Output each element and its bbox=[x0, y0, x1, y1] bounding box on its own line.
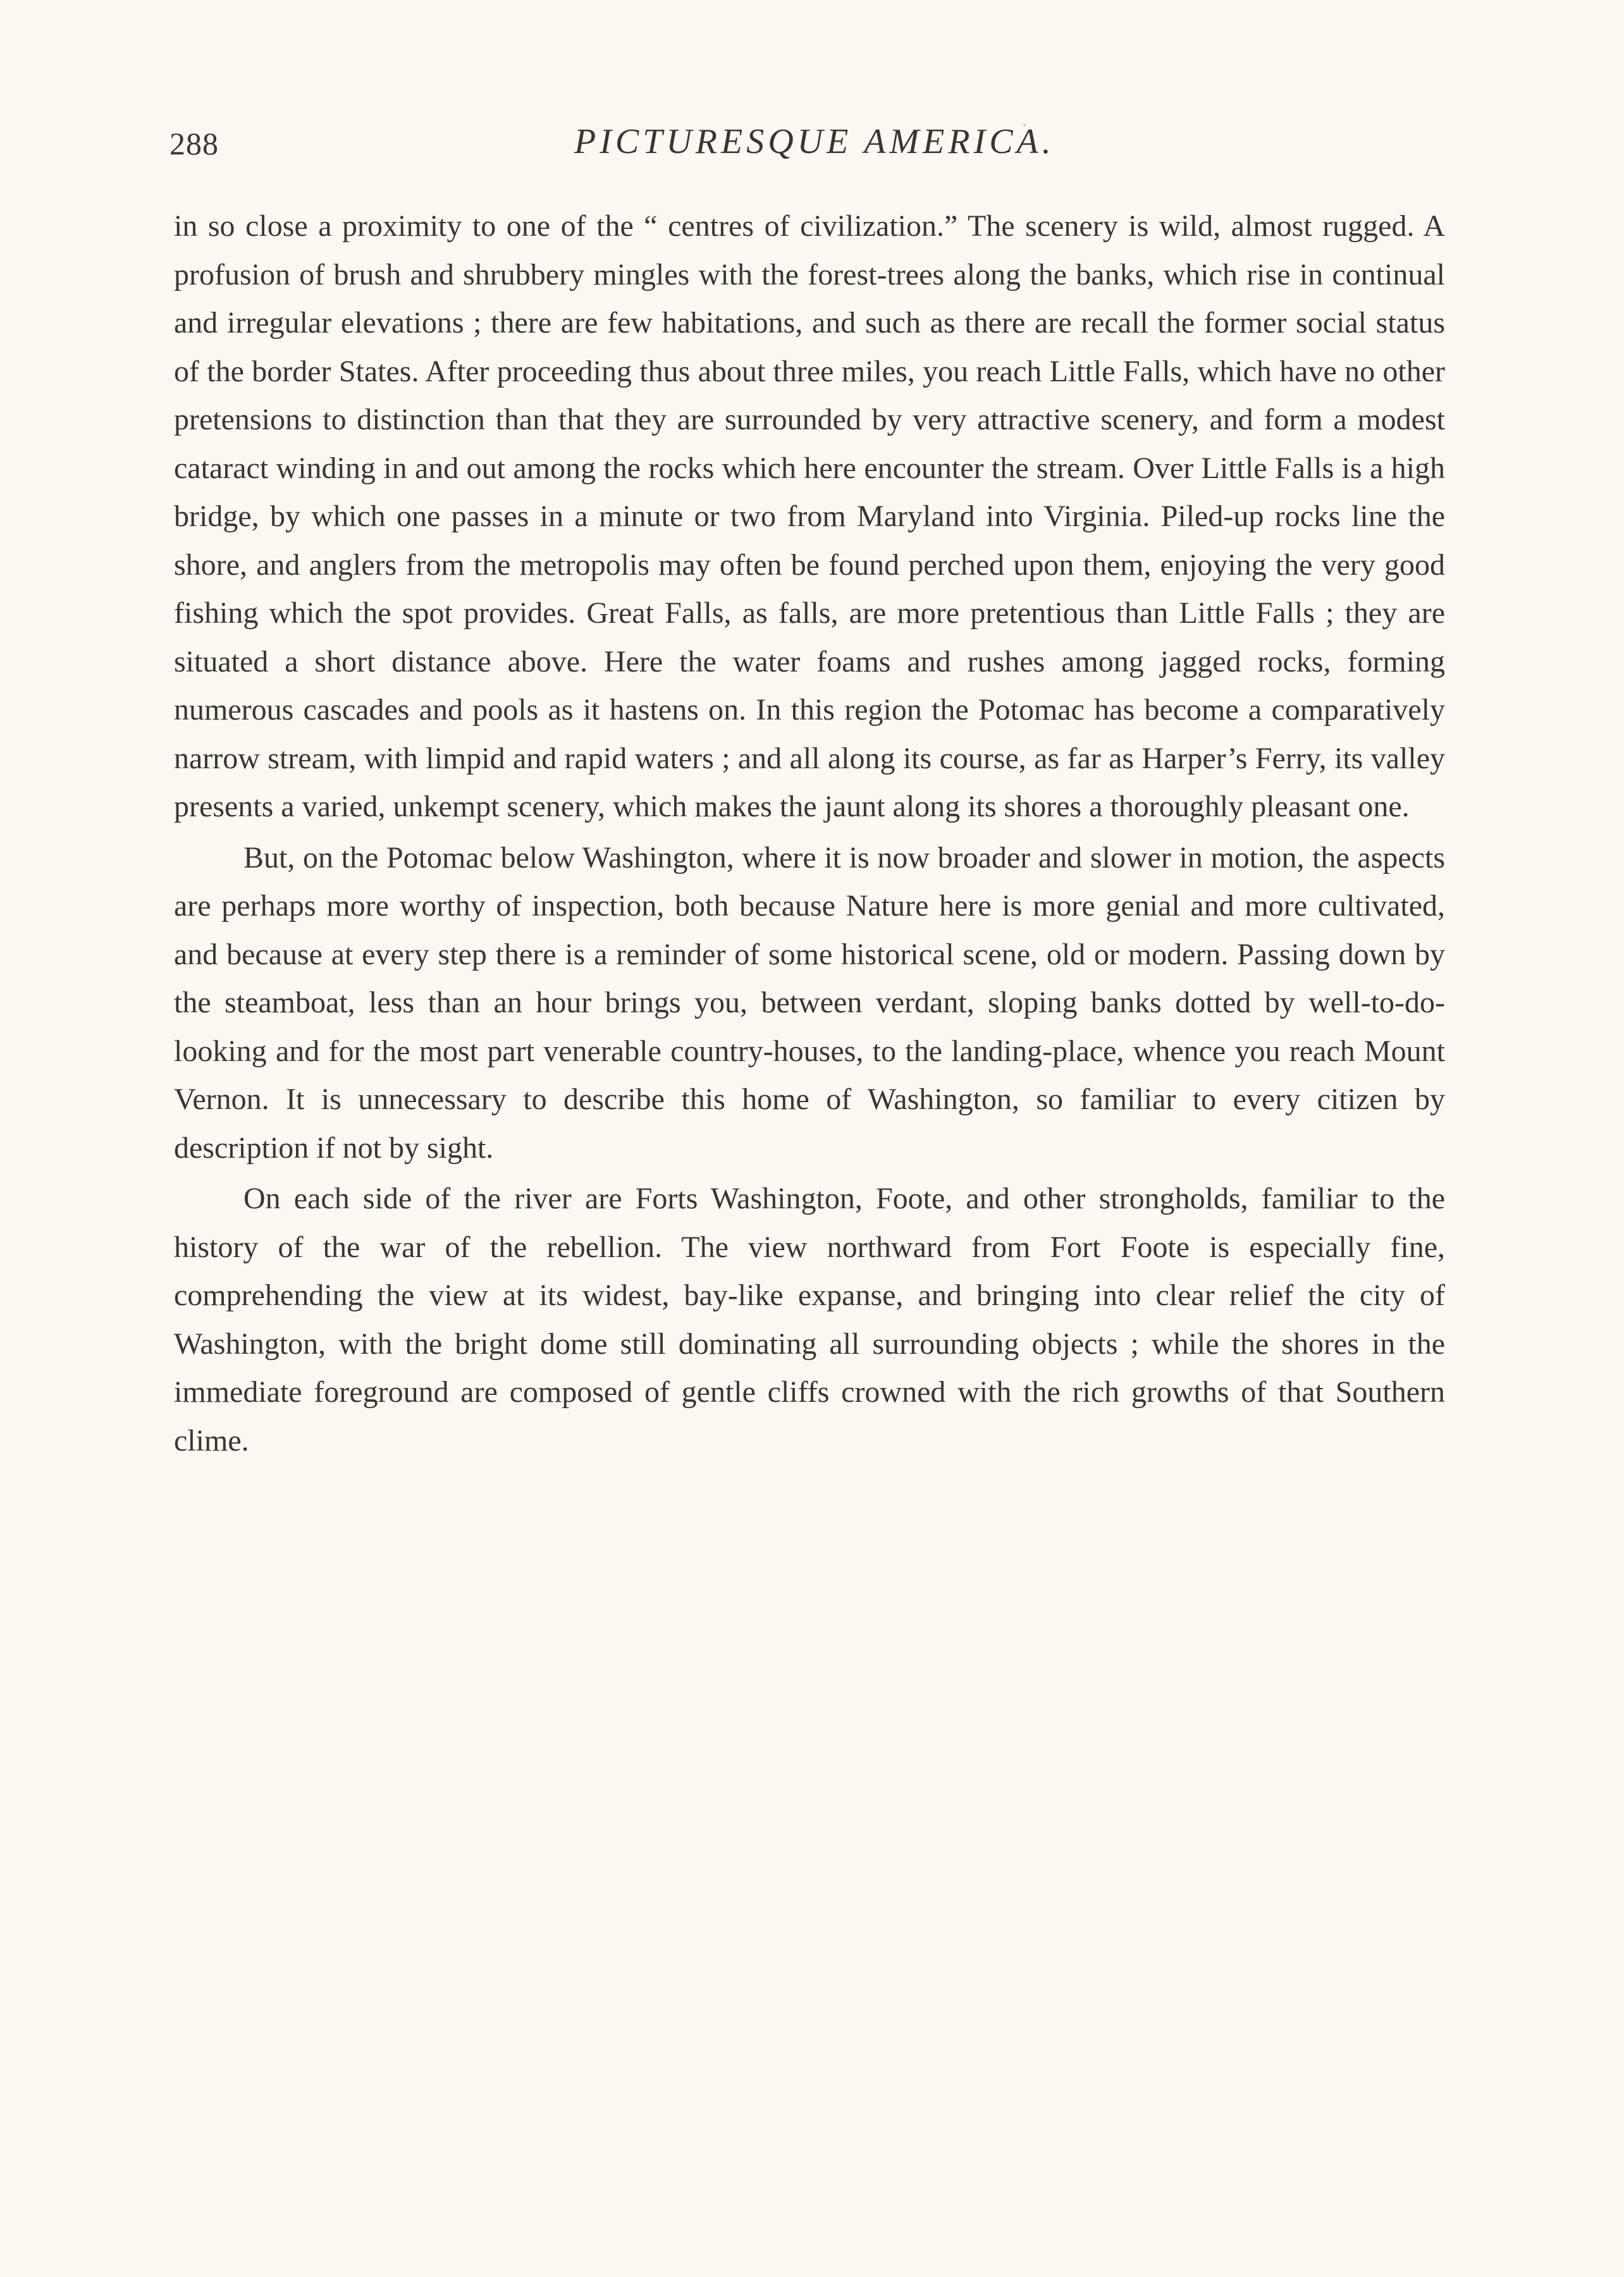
book-title: PICTURESQUE AMERICA. bbox=[574, 122, 1055, 161]
paragraph-3: On each side of the river are Forts Washington, Foote, and other strongholds, familiar to the history of the war of the rebellion. The view northward from Fort Foote is especially fine, comprehending the view at its widest, bay-like expanse, and bringing into clear relief the city of Washington, with the bright dome still dominating all surrounding objects ; while the shores in the immediate foreground are composed of gentle cliffs crowned with the rich growths of that Southern clime. bbox=[174, 1182, 1445, 1458]
running-head bbox=[169, 121, 1447, 172]
paragraph-1: in so close a proximity to one of the “ centres of civilization.” The scenery is wild, almost rugged. A profusion of brush and shrubbery mingles with the forest-trees along the banks, which rise in continual and irregular elevations ; there are few habitations, and such as there are recall the former social status of the border States. After proceeding thus about three miles, you reach Little Falls, which have no other pretensions to distinction than that they are surrounded by very attractive scenery, and form a modest cataract winding in and out among the rocks which here encounter the stream. Over Little Falls is a high bridge, by which one passes in a minute or two from Maryland into Virginia. Piled-up rocks line the shore, and anglers from the metropolis may often be found perched upon them, enjoying the very good fishing which the spot provides. Great Falls, as falls, are more pretentious than Little Falls ; they are situated a short distance above. Here the water foams and rushes among jagged rocks, forming numerous cascades and pools as it hastens on. In this region the Potomac has become a comparatively narrow stream, with limpid and rapid waters ; and all along its course, as far as Harper’s Ferry, its valley presents a varied, unkempt scenery, which makes the jaunt along its shores a thoroughly pleasant one. bbox=[174, 209, 1445, 823]
body-text bbox=[174, 202, 1445, 1465]
page-number: 288 bbox=[169, 126, 219, 161]
paragraph-2: But, on the Potomac below Washington, where it is now broader and slower in motion, the aspects are perhaps more worthy of inspection, both because Nature here is more genial and more cultivated, and because at every step there is a reminder of some historical scene, old or modern. Passing down by the steamboat, less than an hour brings you, between verdant, sloping banks dotted by well-to-do-looking and for the most part venerable country-houses, to the landing-place, whence you reach Mount Vernon. It is unnecessary to describe this home of Washington, so familiar to every citizen by description if not by sight. bbox=[174, 840, 1445, 1165]
